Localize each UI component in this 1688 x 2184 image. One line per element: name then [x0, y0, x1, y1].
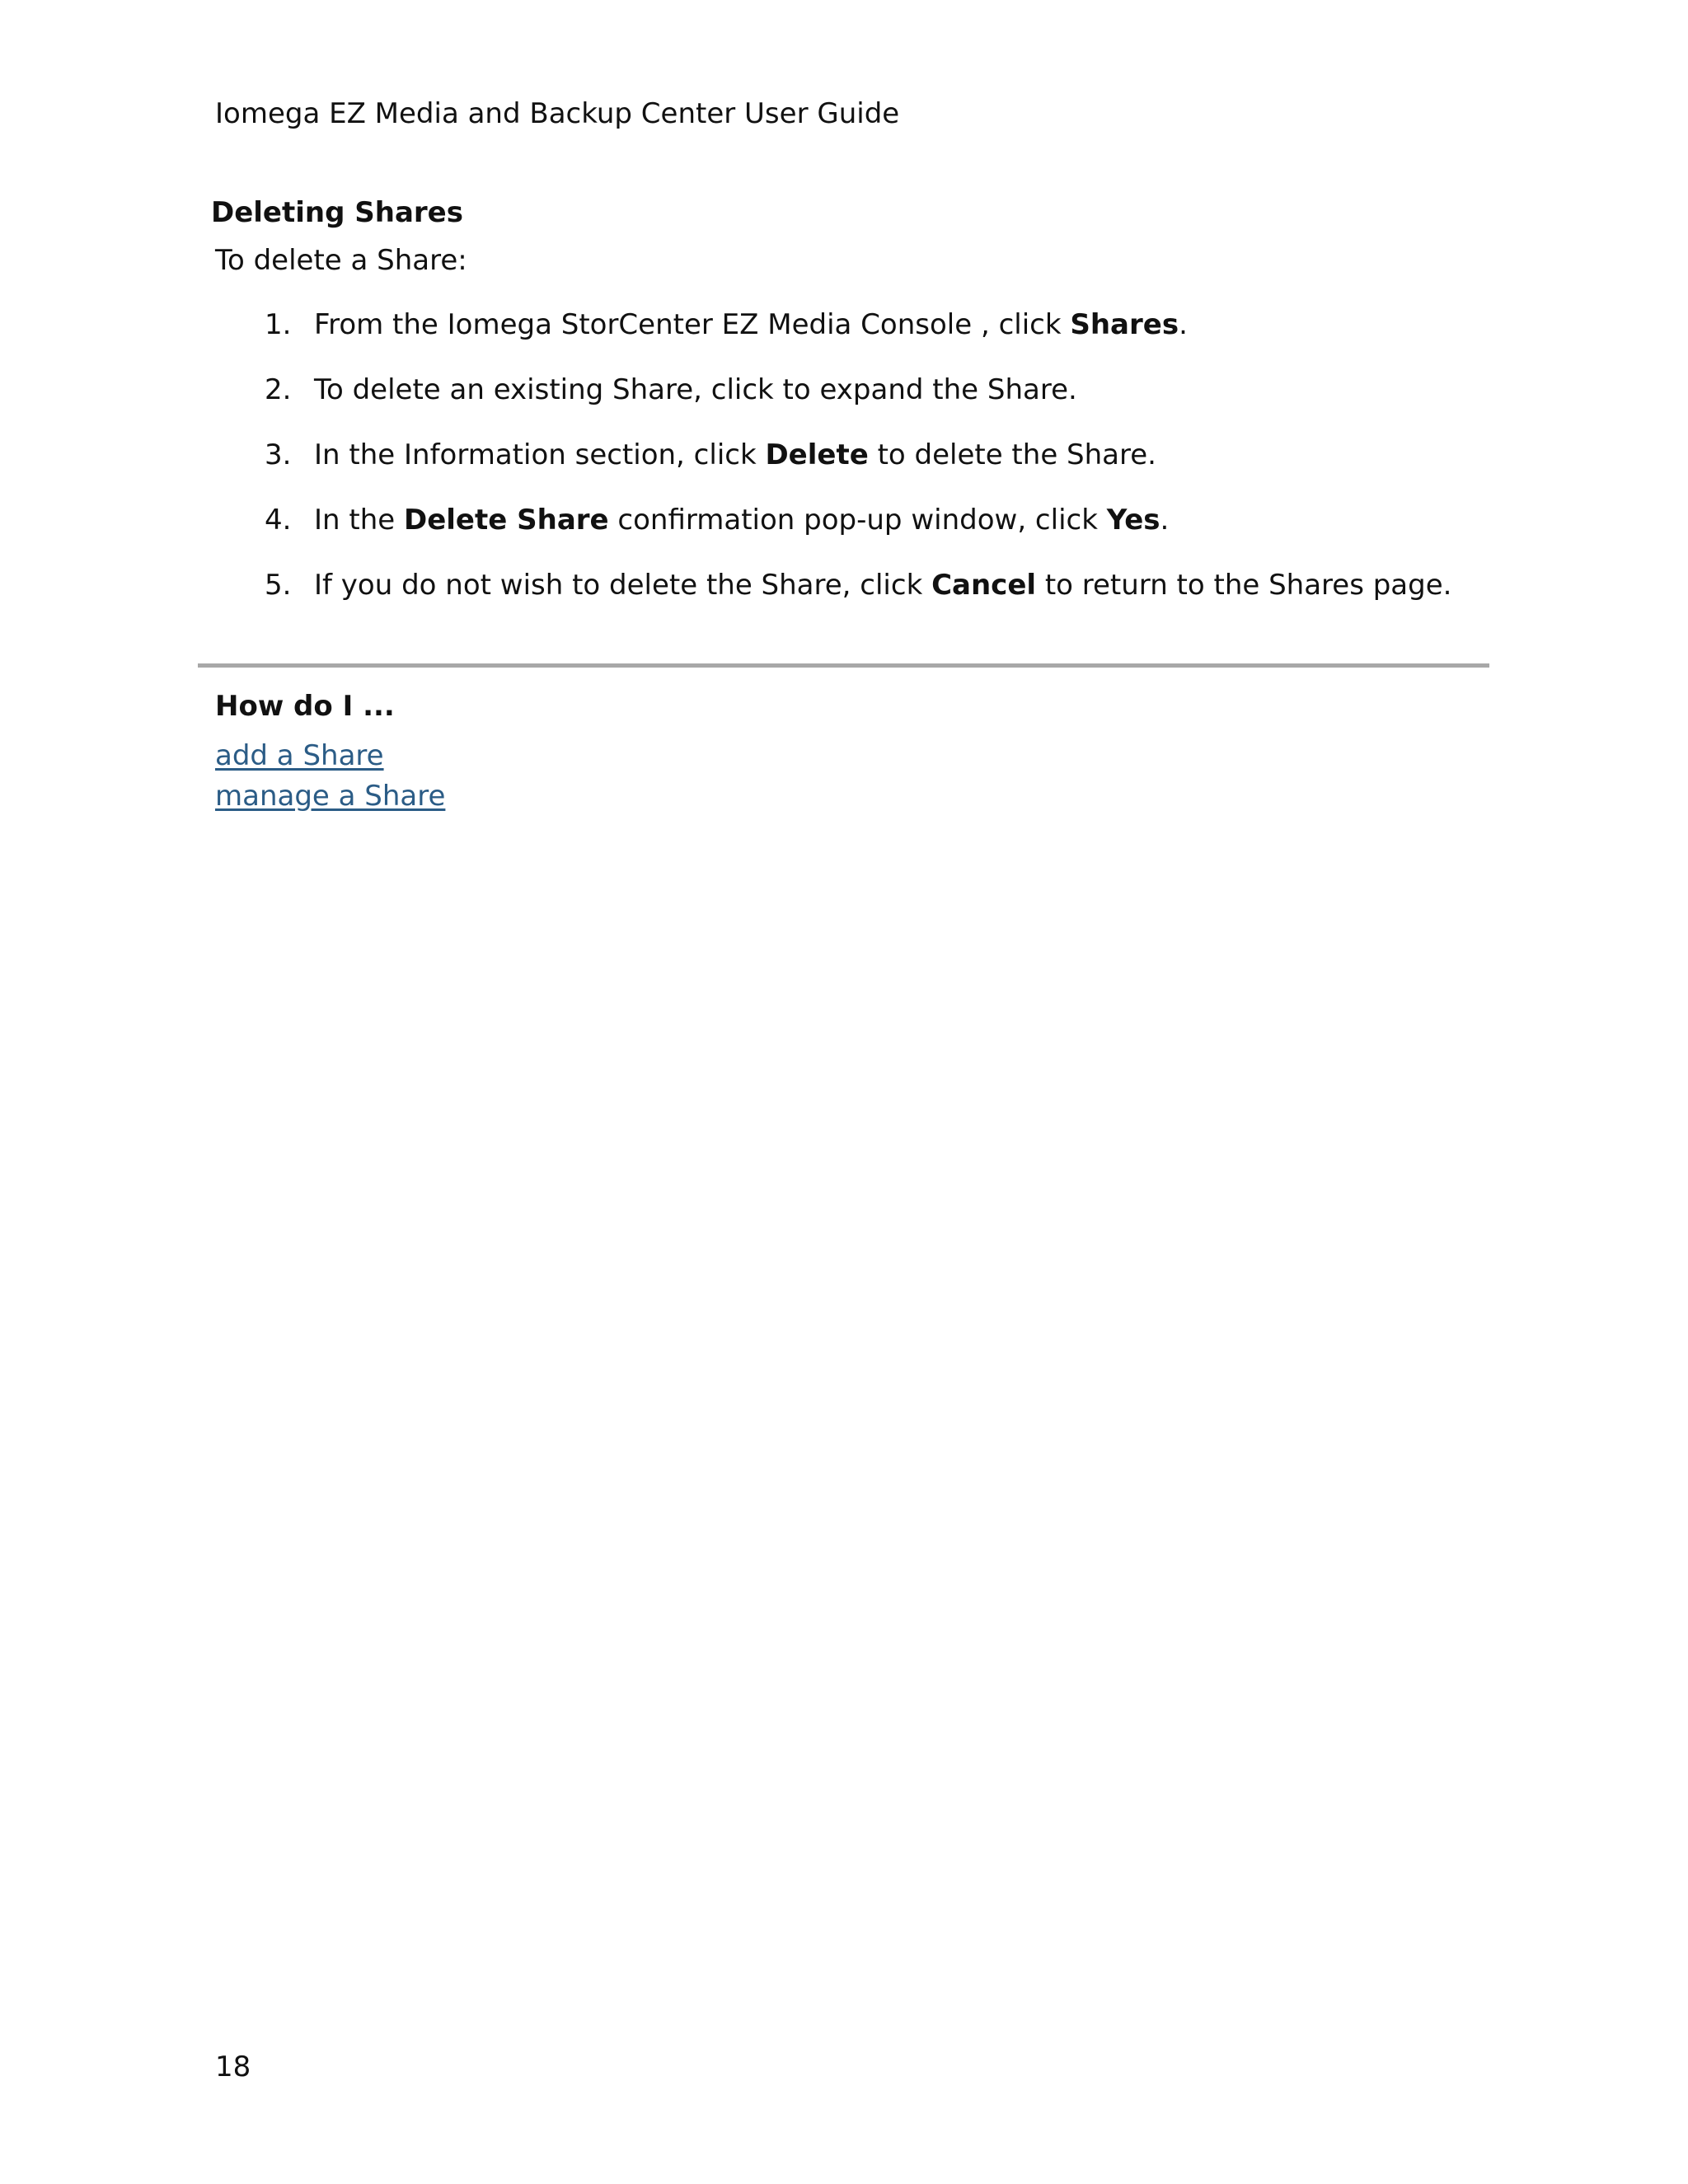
step-text-run: To delete an existing Share, click to expand the Share.	[314, 373, 1077, 406]
related-links	[215, 736, 445, 817]
step-item	[215, 567, 1501, 632]
step-text-run: From the Iomega StorCenter EZ Media Console , click	[314, 308, 1071, 341]
intro-text: To delete a Share:	[215, 244, 467, 277]
step-text	[314, 502, 1169, 538]
step-item	[215, 502, 1501, 567]
related-link-item	[215, 736, 445, 776]
running-header: Iomega EZ Media and Backup Center User Guide	[215, 97, 900, 130]
step-emphasis: Delete Share	[404, 504, 609, 537]
step-text	[314, 372, 1077, 408]
step-text-run: .	[1179, 308, 1188, 341]
step-text	[314, 567, 1451, 603]
step-text-run: confirmation pop-up window, click	[608, 504, 1107, 537]
step-text-run: to delete the Share.	[868, 438, 1156, 471]
step-text-run: .	[1160, 504, 1170, 537]
step-text-run: In the	[314, 504, 404, 537]
step-text-run: In the Information section, click	[314, 438, 766, 471]
how-do-i-title: How do I ...	[215, 690, 395, 723]
related-link-item	[215, 776, 445, 817]
step-number: 4.	[265, 504, 292, 537]
step-text	[314, 437, 1156, 473]
step-number: 5.	[265, 569, 292, 602]
step-item	[215, 307, 1501, 372]
step-emphasis: Yes	[1106, 504, 1160, 537]
step-text-run: If you do not wish to delete the Share, click	[314, 569, 932, 602]
step-emphasis: Shares	[1070, 308, 1179, 341]
step-text-run: to return to the Shares page.	[1036, 569, 1452, 602]
section-divider	[198, 663, 1489, 668]
step-emphasis: Delete	[765, 438, 869, 471]
step-number: 1.	[265, 308, 292, 341]
step-item	[215, 372, 1501, 437]
step-number: 2.	[265, 373, 292, 406]
step-number: 3.	[265, 438, 292, 471]
page-number: 18	[215, 2050, 251, 2083]
manage-share-link[interactable]: manage a Share	[215, 780, 446, 813]
step-text	[314, 307, 1188, 343]
step-item	[215, 437, 1501, 502]
add-share-link[interactable]: add a Share	[215, 739, 384, 772]
steps-list	[215, 307, 1501, 632]
step-emphasis: Cancel	[931, 569, 1037, 602]
section-title: Deleting Shares	[211, 196, 463, 229]
